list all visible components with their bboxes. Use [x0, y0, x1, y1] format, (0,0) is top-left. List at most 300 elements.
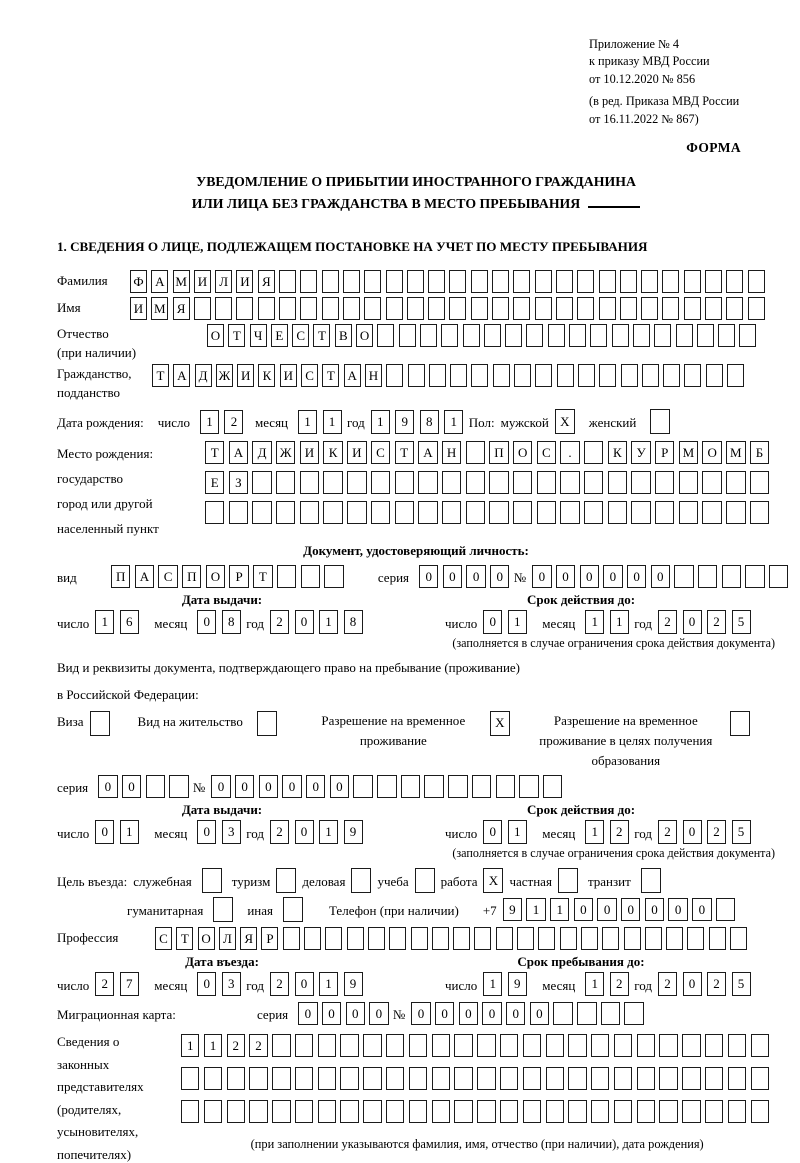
form-cell[interactable]: Т	[322, 364, 339, 387]
form-cell[interactable]: 0	[482, 1002, 501, 1025]
form-cell[interactable]: Р	[261, 927, 278, 950]
form-cell[interactable]	[386, 364, 403, 387]
form-cell[interactable]	[614, 1034, 632, 1057]
form-cell[interactable]	[454, 1100, 472, 1123]
form-cell[interactable]	[718, 324, 735, 347]
form-cell[interactable]: Ч	[250, 324, 267, 347]
form-cell[interactable]: 1	[200, 410, 219, 434]
form-cell[interactable]	[466, 441, 485, 464]
form-cell[interactable]	[706, 364, 723, 387]
form-cell[interactable]	[679, 501, 698, 524]
form-cell[interactable]: 1	[610, 610, 629, 634]
form-cell[interactable]	[340, 1067, 358, 1090]
form-cell[interactable]	[548, 324, 565, 347]
form-cell[interactable]	[363, 1067, 381, 1090]
form-cell[interactable]	[655, 501, 674, 524]
form-cell[interactable]	[578, 364, 595, 387]
form-cell[interactable]	[395, 471, 414, 494]
form-cell[interactable]	[684, 297, 701, 320]
form-cell[interactable]	[513, 270, 530, 293]
form-cell[interactable]: О	[356, 324, 373, 347]
form-cell[interactable]	[283, 897, 303, 922]
form-cell[interactable]: Б	[750, 441, 769, 464]
form-cell[interactable]	[496, 775, 515, 798]
form-cell[interactable]	[560, 927, 577, 950]
form-cell[interactable]: П	[489, 441, 508, 464]
form-cell[interactable]	[258, 297, 275, 320]
form-cell[interactable]	[249, 1100, 267, 1123]
form-cell[interactable]: С	[371, 441, 390, 464]
form-cell[interactable]	[474, 927, 491, 950]
form-cell[interactable]	[556, 270, 573, 293]
form-cell[interactable]: 9	[344, 972, 363, 996]
form-cell[interactable]	[371, 501, 390, 524]
form-cell[interactable]: Ф	[130, 270, 147, 293]
form-cell[interactable]	[90, 711, 110, 736]
form-cell[interactable]	[682, 1067, 700, 1090]
form-cell[interactable]: А	[418, 441, 437, 464]
form-cell[interactable]	[679, 471, 698, 494]
form-cell[interactable]	[662, 297, 679, 320]
form-cell[interactable]: 0	[435, 1002, 454, 1025]
form-cell[interactable]: 0	[490, 565, 509, 588]
form-cell[interactable]: Р	[655, 441, 674, 464]
form-cell[interactable]	[472, 775, 491, 798]
form-cell[interactable]	[641, 270, 658, 293]
form-cell[interactable]	[252, 471, 271, 494]
form-cell[interactable]	[726, 501, 745, 524]
form-cell[interactable]: С	[155, 927, 172, 950]
form-cell[interactable]	[428, 297, 445, 320]
form-cell[interactable]	[557, 364, 574, 387]
form-cell[interactable]: И	[236, 270, 253, 293]
form-cell[interactable]	[556, 297, 573, 320]
form-cell[interactable]	[407, 270, 424, 293]
form-cell[interactable]: 9	[344, 820, 363, 844]
form-cell[interactable]	[631, 501, 650, 524]
form-cell[interactable]	[526, 324, 543, 347]
form-cell[interactable]: 3	[222, 972, 241, 996]
form-cell[interactable]	[386, 297, 403, 320]
form-cell[interactable]	[584, 471, 603, 494]
form-cell[interactable]: 0	[197, 972, 216, 996]
form-cell[interactable]	[748, 270, 765, 293]
form-cell[interactable]	[698, 565, 717, 588]
form-cell[interactable]	[513, 471, 532, 494]
form-cell[interactable]: И	[347, 441, 366, 464]
form-cell[interactable]	[272, 1067, 290, 1090]
form-cell[interactable]	[682, 1100, 700, 1123]
form-cell[interactable]: 1	[585, 972, 604, 996]
form-cell[interactable]: Д	[252, 441, 271, 464]
form-cell[interactable]	[325, 927, 342, 950]
form-cell[interactable]: 2	[658, 610, 677, 634]
form-cell[interactable]: 2	[227, 1034, 245, 1057]
form-cell[interactable]	[466, 501, 485, 524]
form-cell[interactable]: 9	[508, 972, 527, 996]
form-cell[interactable]	[727, 364, 744, 387]
form-cell[interactable]	[538, 927, 555, 950]
form-cell[interactable]	[523, 1100, 541, 1123]
form-cell[interactable]	[463, 324, 480, 347]
form-cell[interactable]: 0	[483, 610, 502, 634]
form-cell[interactable]	[750, 471, 769, 494]
form-cell[interactable]	[409, 1034, 427, 1057]
form-cell[interactable]	[420, 324, 437, 347]
form-cell[interactable]	[558, 868, 578, 893]
form-cell[interactable]	[279, 297, 296, 320]
form-cell[interactable]: 0	[466, 565, 485, 588]
form-cell[interactable]: 0	[235, 775, 254, 798]
form-cell[interactable]	[399, 324, 416, 347]
form-cell[interactable]: Ж	[216, 364, 233, 387]
form-cell[interactable]: 9	[503, 898, 522, 921]
form-cell[interactable]	[705, 270, 722, 293]
form-cell[interactable]	[227, 1100, 245, 1123]
form-cell[interactable]: 2	[610, 972, 629, 996]
form-cell[interactable]: О	[702, 441, 721, 464]
form-cell[interactable]	[471, 364, 488, 387]
form-cell[interactable]: И	[300, 441, 319, 464]
form-cell[interactable]	[535, 297, 552, 320]
form-cell[interactable]: 0	[506, 1002, 525, 1025]
form-cell[interactable]	[519, 775, 538, 798]
form-cell[interactable]	[728, 1034, 746, 1057]
form-cell[interactable]	[386, 1100, 404, 1123]
form-cell[interactable]	[523, 1034, 541, 1057]
form-cell[interactable]: 2	[707, 820, 726, 844]
form-cell[interactable]: Р	[229, 565, 248, 588]
form-cell[interactable]	[620, 270, 637, 293]
form-cell[interactable]	[496, 927, 513, 950]
form-cell[interactable]	[257, 711, 277, 736]
form-cell[interactable]	[442, 471, 461, 494]
form-cell[interactable]	[684, 364, 701, 387]
form-cell[interactable]	[568, 1067, 586, 1090]
form-cell[interactable]	[614, 1067, 632, 1090]
form-cell[interactable]: 0	[346, 1002, 365, 1025]
form-cell[interactable]	[283, 927, 300, 950]
form-cell[interactable]: К	[323, 441, 342, 464]
form-cell[interactable]: 1	[526, 898, 545, 921]
form-cell[interactable]	[591, 1034, 609, 1057]
form-cell[interactable]	[624, 1002, 643, 1025]
form-cell[interactable]	[409, 1100, 427, 1123]
form-cell[interactable]	[633, 324, 650, 347]
form-cell[interactable]	[395, 501, 414, 524]
form-cell[interactable]: С	[158, 565, 177, 588]
form-cell[interactable]: 1	[204, 1034, 222, 1057]
form-cell[interactable]	[377, 324, 394, 347]
form-cell[interactable]: Т	[313, 324, 330, 347]
form-cell[interactable]: 0	[597, 898, 616, 921]
form-cell[interactable]: М	[173, 270, 190, 293]
form-cell[interactable]	[523, 1067, 541, 1090]
form-cell[interactable]	[682, 1034, 700, 1057]
form-cell[interactable]	[301, 565, 320, 588]
form-cell[interactable]: 2	[95, 972, 114, 996]
form-cell[interactable]: 5	[732, 820, 751, 844]
form-cell[interactable]	[371, 471, 390, 494]
form-cell[interactable]	[272, 1034, 290, 1057]
form-cell[interactable]	[449, 297, 466, 320]
form-cell[interactable]	[449, 270, 466, 293]
form-cell[interactable]: 1	[181, 1034, 199, 1057]
form-cell[interactable]	[659, 1100, 677, 1123]
form-cell[interactable]	[650, 409, 670, 434]
form-cell[interactable]	[612, 324, 629, 347]
form-cell[interactable]: Ж	[276, 441, 295, 464]
form-cell[interactable]: 0	[419, 565, 438, 588]
form-cell[interactable]	[614, 1100, 632, 1123]
form-cell[interactable]: 2	[707, 972, 726, 996]
form-cell[interactable]: Т	[176, 927, 193, 950]
form-cell[interactable]	[432, 1100, 450, 1123]
form-cell[interactable]	[432, 1034, 450, 1057]
form-cell[interactable]	[599, 364, 616, 387]
form-cell[interactable]	[599, 297, 616, 320]
form-cell[interactable]	[493, 364, 510, 387]
form-cell[interactable]: 0	[603, 565, 622, 588]
form-cell[interactable]: П	[182, 565, 201, 588]
form-cell[interactable]	[448, 775, 467, 798]
form-cell[interactable]	[477, 1067, 495, 1090]
form-cell[interactable]	[276, 868, 296, 893]
form-cell[interactable]	[364, 297, 381, 320]
form-cell[interactable]	[364, 270, 381, 293]
form-cell[interactable]: 0	[282, 775, 301, 798]
form-cell[interactable]: И	[237, 364, 254, 387]
form-cell[interactable]: 0	[459, 1002, 478, 1025]
form-cell[interactable]	[343, 297, 360, 320]
form-cell[interactable]	[347, 471, 366, 494]
form-cell[interactable]	[705, 1067, 723, 1090]
form-cell[interactable]	[213, 897, 233, 922]
form-cell[interactable]: 0	[322, 1002, 341, 1025]
form-cell[interactable]	[401, 775, 420, 798]
form-cell[interactable]: 0	[330, 775, 349, 798]
form-cell[interactable]: Т	[205, 441, 224, 464]
form-cell[interactable]: К	[258, 364, 275, 387]
form-cell[interactable]: Я	[258, 270, 275, 293]
form-cell[interactable]	[655, 471, 674, 494]
form-cell[interactable]	[181, 1067, 199, 1090]
form-cell[interactable]: К	[608, 441, 627, 464]
form-cell[interactable]: С	[537, 441, 556, 464]
form-cell[interactable]: 1	[585, 820, 604, 844]
form-cell[interactable]	[386, 270, 403, 293]
form-cell[interactable]: 0	[532, 565, 551, 588]
form-cell[interactable]: 0	[295, 820, 314, 844]
form-cell[interactable]	[368, 927, 385, 950]
form-cell[interactable]	[363, 1100, 381, 1123]
form-cell[interactable]	[215, 297, 232, 320]
form-cell[interactable]: О	[198, 927, 215, 950]
form-cell[interactable]	[300, 471, 319, 494]
form-cell[interactable]	[428, 270, 445, 293]
form-cell[interactable]	[645, 927, 662, 950]
form-cell[interactable]	[517, 927, 534, 950]
form-cell[interactable]: Л	[219, 927, 236, 950]
form-cell[interactable]	[318, 1100, 336, 1123]
form-cell[interactable]	[450, 364, 467, 387]
form-cell[interactable]: 0	[668, 898, 687, 921]
form-cell[interactable]: 1	[483, 972, 502, 996]
form-cell[interactable]	[347, 927, 364, 950]
form-cell[interactable]: 0	[683, 972, 702, 996]
form-cell[interactable]	[477, 1100, 495, 1123]
form-cell[interactable]	[581, 927, 598, 950]
form-cell[interactable]	[730, 711, 750, 736]
form-cell[interactable]	[340, 1100, 358, 1123]
form-cell[interactable]	[300, 297, 317, 320]
form-cell[interactable]	[295, 1034, 313, 1057]
form-cell[interactable]	[322, 270, 339, 293]
form-cell[interactable]: X	[483, 868, 503, 893]
form-cell[interactable]: 2	[610, 820, 629, 844]
form-cell[interactable]	[702, 501, 721, 524]
form-cell[interactable]	[553, 1002, 572, 1025]
form-cell[interactable]: 2	[658, 820, 677, 844]
form-cell[interactable]: X	[490, 711, 510, 736]
form-cell[interactable]: 0	[95, 820, 114, 844]
form-cell[interactable]: 0	[683, 820, 702, 844]
form-cell[interactable]: 0	[651, 565, 670, 588]
form-cell[interactable]	[500, 1067, 518, 1090]
form-cell[interactable]: 0	[692, 898, 711, 921]
form-cell[interactable]	[505, 324, 522, 347]
form-cell[interactable]	[728, 1100, 746, 1123]
form-cell[interactable]	[608, 471, 627, 494]
form-cell[interactable]	[300, 270, 317, 293]
form-cell[interactable]: 1	[319, 610, 338, 634]
form-cell[interactable]: 1	[120, 820, 139, 844]
form-cell[interactable]	[750, 501, 769, 524]
form-cell[interactable]: 0	[98, 775, 117, 798]
form-cell[interactable]	[659, 1067, 677, 1090]
form-cell[interactable]	[323, 501, 342, 524]
form-cell[interactable]: 0	[259, 775, 278, 798]
form-cell[interactable]	[418, 501, 437, 524]
form-cell[interactable]: О	[513, 441, 532, 464]
form-cell[interactable]	[407, 297, 424, 320]
form-cell[interactable]	[687, 927, 704, 950]
form-cell[interactable]	[513, 297, 530, 320]
form-cell[interactable]	[631, 471, 650, 494]
form-cell[interactable]	[748, 297, 765, 320]
form-cell[interactable]	[409, 1067, 427, 1090]
form-cell[interactable]	[654, 324, 671, 347]
form-cell[interactable]	[641, 297, 658, 320]
form-cell[interactable]: 2	[224, 410, 243, 434]
form-cell[interactable]: А	[151, 270, 168, 293]
form-cell[interactable]: 2	[270, 610, 289, 634]
form-cell[interactable]: 0	[306, 775, 325, 798]
form-cell[interactable]	[492, 297, 509, 320]
form-cell[interactable]	[535, 364, 552, 387]
form-cell[interactable]: Н	[365, 364, 382, 387]
form-cell[interactable]	[705, 1100, 723, 1123]
form-cell[interactable]	[751, 1034, 769, 1057]
form-cell[interactable]: 0	[556, 565, 575, 588]
form-cell[interactable]	[642, 364, 659, 387]
form-cell[interactable]: 1	[508, 820, 527, 844]
form-cell[interactable]: Я	[240, 927, 257, 950]
form-cell[interactable]	[546, 1100, 564, 1123]
form-cell[interactable]: 0	[197, 610, 216, 634]
form-cell[interactable]: 0	[295, 972, 314, 996]
form-cell[interactable]	[340, 1034, 358, 1057]
form-cell[interactable]	[442, 501, 461, 524]
form-cell[interactable]: И	[130, 297, 147, 320]
form-cell[interactable]	[637, 1100, 655, 1123]
form-cell[interactable]: 2	[270, 972, 289, 996]
form-cell[interactable]	[620, 297, 637, 320]
form-cell[interactable]	[641, 868, 661, 893]
form-cell[interactable]: У	[631, 441, 650, 464]
form-cell[interactable]	[726, 471, 745, 494]
form-cell[interactable]: X	[555, 409, 575, 434]
form-cell[interactable]	[697, 324, 714, 347]
form-cell[interactable]	[424, 775, 443, 798]
form-cell[interactable]	[205, 501, 224, 524]
form-cell[interactable]: Т	[152, 364, 169, 387]
form-cell[interactable]: 0	[211, 775, 230, 798]
form-cell[interactable]: Л	[215, 270, 232, 293]
form-cell[interactable]: 0	[197, 820, 216, 844]
form-cell[interactable]	[169, 775, 188, 798]
form-cell[interactable]	[702, 471, 721, 494]
form-cell[interactable]	[751, 1100, 769, 1123]
form-cell[interactable]	[663, 364, 680, 387]
form-cell[interactable]: 1	[585, 610, 604, 634]
form-cell[interactable]	[568, 1034, 586, 1057]
form-cell[interactable]: И	[194, 270, 211, 293]
form-cell[interactable]	[728, 1067, 746, 1090]
form-cell[interactable]	[726, 270, 743, 293]
form-cell[interactable]: О	[206, 565, 225, 588]
form-cell[interactable]	[662, 270, 679, 293]
form-cell[interactable]: А	[229, 441, 248, 464]
form-cell[interactable]	[347, 501, 366, 524]
form-cell[interactable]	[489, 501, 508, 524]
form-cell[interactable]	[500, 1100, 518, 1123]
form-cell[interactable]	[599, 270, 616, 293]
form-cell[interactable]: 8	[420, 410, 439, 434]
form-cell[interactable]: М	[679, 441, 698, 464]
form-cell[interactable]	[295, 1100, 313, 1123]
form-cell[interactable]: М	[726, 441, 745, 464]
form-cell[interactable]	[471, 270, 488, 293]
form-cell[interactable]	[202, 868, 222, 893]
form-cell[interactable]: 1	[508, 610, 527, 634]
form-cell[interactable]: П	[111, 565, 130, 588]
form-cell[interactable]	[577, 297, 594, 320]
form-cell[interactable]	[537, 501, 556, 524]
form-cell[interactable]	[492, 270, 509, 293]
form-cell[interactable]: Н	[442, 441, 461, 464]
form-cell[interactable]: 8	[222, 610, 241, 634]
form-cell[interactable]	[621, 364, 638, 387]
form-cell[interactable]: 2	[707, 610, 726, 634]
form-cell[interactable]: Т	[253, 565, 272, 588]
form-cell[interactable]	[304, 927, 321, 950]
form-cell[interactable]: 3	[222, 820, 241, 844]
form-cell[interactable]: Е	[205, 471, 224, 494]
form-cell[interactable]	[324, 565, 343, 588]
form-cell[interactable]	[466, 471, 485, 494]
form-cell[interactable]: С	[301, 364, 318, 387]
